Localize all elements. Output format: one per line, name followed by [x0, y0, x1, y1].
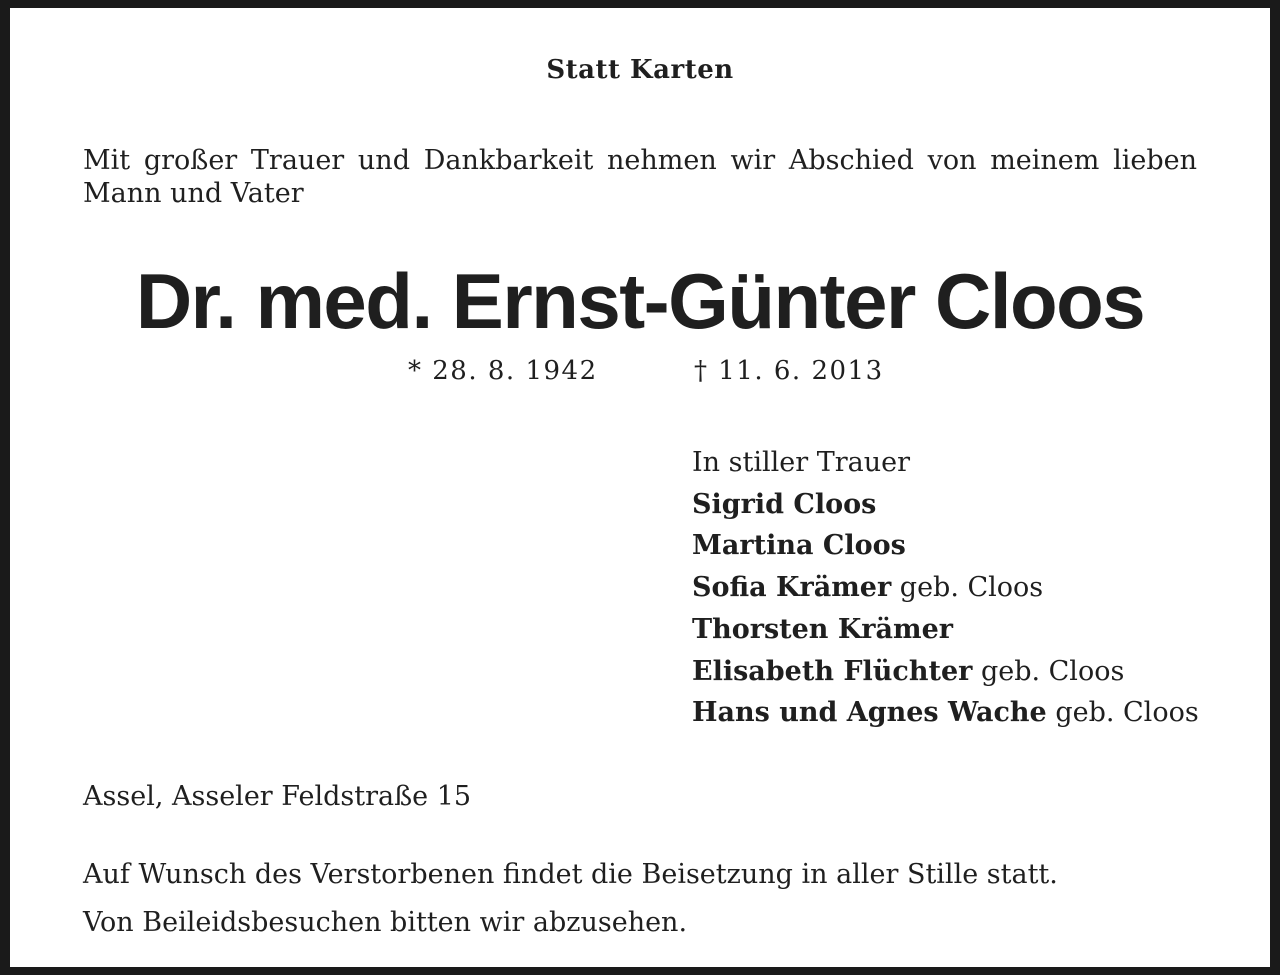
intro-text: Mit großer Trauer und Dankbarkeit nehmen wir Abschied von meinem lieben Mann und Vater	[83, 145, 1197, 209]
mourners-intro: In stiller Trauer	[692, 447, 911, 478]
closing-line: Von Beileidsbesuchen bitten wir abzusehen.	[83, 907, 688, 938]
birth-date: * 28. 8. 1942	[408, 356, 598, 386]
mourner-name: Elisabeth Flüchter	[692, 655, 973, 687]
closing-text	[83, 851, 1058, 947]
mourner-suffix: geb. Cloos	[972, 655, 1125, 687]
mourner-entry	[692, 525, 1199, 567]
mourner-name: Sigrid Cloos	[692, 488, 877, 520]
deceased-name: Dr. med. Ernst-Günter Cloos	[135, 257, 1145, 345]
mourner-suffix: geb. Cloos	[1046, 697, 1199, 729]
mourner-name: Martina Cloos	[692, 530, 906, 562]
mourner-entry	[692, 609, 1199, 651]
mourner-name: Sofia Krämer	[692, 572, 892, 604]
mourner-name: Hans und Agnes Wache	[692, 697, 1047, 729]
closing-line: Auf Wunsch des Verstorbenen findet die Beisetzung in aller Stille statt.	[83, 859, 1058, 890]
death-date: † 11. 6. 2013	[694, 356, 884, 386]
mourner-entry	[692, 692, 1199, 734]
mourner-suffix: geb. Cloos	[891, 572, 1044, 604]
mourner-entry	[692, 567, 1199, 609]
heading: Statt Karten	[546, 55, 734, 85]
mourner-entry	[692, 484, 1199, 526]
address: Assel, Asseler Feldstraße 15	[83, 781, 472, 812]
mourner-name: Thorsten Krämer	[692, 613, 953, 645]
mourners-list	[692, 442, 1199, 734]
mourner-entry	[692, 651, 1199, 693]
